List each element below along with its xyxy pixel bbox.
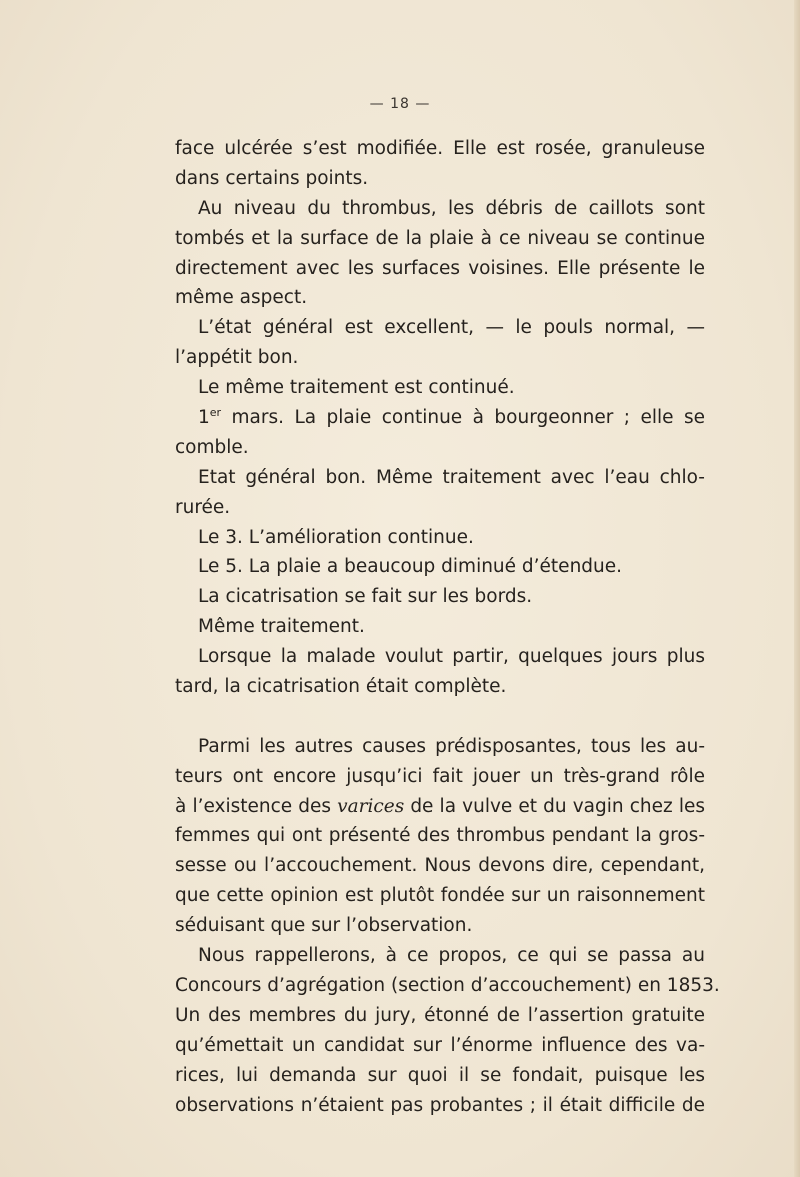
ordinal-suffix: er xyxy=(209,406,222,420)
paragraph-gap xyxy=(175,702,705,732)
text-line xyxy=(175,792,705,822)
italic-term: varices xyxy=(337,795,405,817)
text-line: Même traitement. xyxy=(198,616,365,638)
text-line: La cicatrisation se fait sur les bords. xyxy=(198,586,533,608)
text-line: qu’émettait un candidat sur l’énorme influence des va- xyxy=(175,1034,705,1056)
text-line: observations n’étaient pas probantes ; il était difficile de xyxy=(175,1094,705,1116)
text-line: rices, lui demanda sur quoi il se fondait, puisque les xyxy=(175,1064,705,1086)
text-line: femmes qui ont présenté des thrombus pendant la gros- xyxy=(175,825,705,847)
text-line: tombés et la surface de la plaie à ce niveau se continue xyxy=(175,227,705,249)
body-text xyxy=(175,134,720,1120)
text-line: teurs ont encore jusqu’ici fait jouer un très-grand rôle xyxy=(175,765,705,787)
text-line: Concours d’agrégation (section d’accouchement) en 1853. xyxy=(175,974,720,996)
text-line: sesse ou l’accouchement. Nous devons dire, cependant, xyxy=(175,855,705,877)
line-rest: de la vulve et du vagin chez les xyxy=(404,795,705,817)
text-line: directement avec les surfaces voisines. Elle présente le xyxy=(175,257,705,279)
text-line: tard, la cicatrisation était complète. xyxy=(175,676,507,698)
text-line: Etat général bon. Même traitement avec l’eau chlo- xyxy=(198,466,705,488)
text-line: dans certains points. xyxy=(175,167,369,189)
text-line: L’état général est excellent, — le pouls normal, — xyxy=(198,317,705,339)
page-edge xyxy=(794,0,800,1177)
text-line: que cette opinion est plutôt fondée sur un raisonnement xyxy=(175,885,705,907)
text-line: Au niveau du thrombus, les débris de caillots sont xyxy=(198,197,705,219)
text-line: Le même traitement est continué. xyxy=(198,377,515,399)
text-line: Parmi les autres causes prédisposantes, tous les au- xyxy=(198,735,705,757)
text-line: Lorsque la malade voulut partir, quelques jours plus xyxy=(198,646,705,668)
text-line: même aspect. xyxy=(175,287,308,309)
date-number: 1 xyxy=(198,407,210,429)
text-line: Le 3. L’amélioration continue. xyxy=(198,526,474,548)
text-line: rurée. xyxy=(175,496,231,518)
line-rest: mars. La plaie continue à bourgeonner ; elle se xyxy=(221,407,705,429)
text-line: comble. xyxy=(175,436,249,458)
text-line: Le 5. La plaie a beaucoup diminué d’étendue. xyxy=(198,556,623,578)
text-line: Un des membres du jury, étonné de l’assertion gratuite xyxy=(175,1004,705,1026)
text-line: Nous rappellerons, à ce propos, ce qui se passa au xyxy=(198,945,705,967)
text-line xyxy=(175,403,705,433)
line-start: à l’existence des xyxy=(175,795,338,817)
text-line: face ulcérée s’est modifiée. Elle est rosée, granuleuse xyxy=(175,138,705,159)
text-line: l’appétit bon. xyxy=(175,347,299,369)
page-number: — 18 — xyxy=(369,96,431,112)
text-line: séduisant que sur l’observation. xyxy=(175,915,473,937)
